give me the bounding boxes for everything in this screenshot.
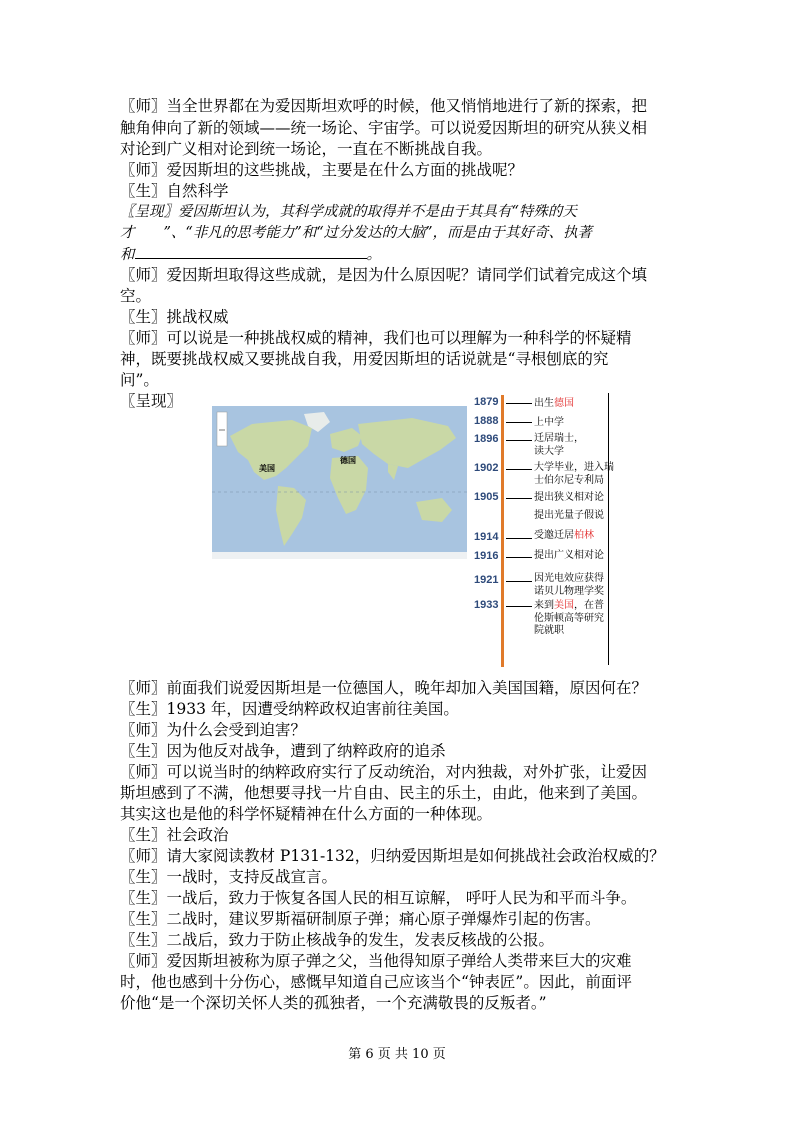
map-label-de: 德国 xyxy=(340,456,356,465)
timeline-event: 上中学 xyxy=(534,417,564,428)
timeline-event: 迁居瑞士， 读大学 xyxy=(534,433,584,457)
para-line: 神，既要挑战权威又要挑战自我，用爱因斯坦的话说就是“寻根刨底的究 xyxy=(120,350,609,368)
timeline-tick xyxy=(506,422,532,423)
timeline-event: 大学毕业，进入瑞 士伯尔尼专利局 xyxy=(534,462,614,486)
timeline-tick xyxy=(506,469,532,470)
para-line: 〖生〗1933 年，因遭受纳粹政权迫害前往美国。 xyxy=(120,700,459,718)
timeline-tick xyxy=(506,538,532,539)
para-line: 〖生〗一战后，致力于恢复各国人民的相互谅解， 呼吁人民为和平而斗争。 xyxy=(120,889,637,907)
timeline-right-border xyxy=(608,393,609,665)
para-line: 〖生〗自然科学 xyxy=(120,182,229,200)
para-line: 〖师〗爱因斯坦取得这些成就，是因为什么原因呢？请同学们试着完成这个填 xyxy=(120,266,648,284)
para-line: 〖师〗当全世界都在为爱因斯坦欢呼的时候，他又悄悄地进行了新的探索，把 xyxy=(120,97,648,115)
timeline-event: 提出狭义相对论 xyxy=(534,492,604,503)
para-line: 〖师〗爱因斯坦的这些挑战，主要是在什么方面的挑战呢？ xyxy=(120,161,524,179)
para-line: 〖师〗为什么会受到迫害？ xyxy=(120,721,307,739)
year-label: 1921 xyxy=(474,574,499,586)
timeline-tick xyxy=(506,557,532,558)
year-label: 1879 xyxy=(474,396,499,408)
quote-line: 才 ”、“非凡的思考能力”和“过分发达的大脑”，而是由于其好奇、执著 xyxy=(120,225,593,241)
para-line: 时，他也感到十分伤心，感慨早知道自己应该当个“钟表匠”。因此，前面评 xyxy=(120,973,632,991)
para-line: 〖师〗爱因斯坦被称为原子弹之父，当他得知原子弹给人类带来巨大的灾难 xyxy=(120,952,632,970)
timeline-event: 出生德国 xyxy=(534,398,574,409)
timeline-event: 提出光量子假说 xyxy=(534,510,604,521)
para-line: 〖生〗一战时，支持反战宣言。 xyxy=(120,868,338,886)
para-line: 〖师〗请大家阅读教材 P131-132，归纳爱因斯坦是如何挑战社会政治权威的？ xyxy=(120,847,665,865)
para-line: 〖师〗可以说是一种挑战权威的精神，我们也可以理解为一种科学的怀疑精 xyxy=(120,329,632,347)
timeline-tick xyxy=(506,606,532,607)
para-line: 斯坦感到了不满，他想要寻找一片自由、民主的乐土，由此，他来到了美国。 xyxy=(120,784,648,802)
para-line: 〖生〗二战后，致力于防止核战争的发生，发表反核战的公报。 xyxy=(120,931,555,949)
timeline-tick xyxy=(506,498,532,499)
timeline-tick xyxy=(506,581,532,582)
page-footer: 第 6 页 共 10 页 xyxy=(348,1047,446,1062)
para-line: 空。 xyxy=(120,287,152,305)
timeline-tick xyxy=(506,403,532,404)
para-line: 〖生〗因为他反对战争，遭到了纳粹政府的追杀 xyxy=(120,742,446,760)
timeline-event: 受邀迁居柏林 xyxy=(534,530,594,541)
para-line: 〖师〗可以说当时的纳粹政府实行了反动统治，对内独裁，对外扩张，让爱因 xyxy=(120,763,648,781)
quote-suffix: 。 xyxy=(366,247,381,263)
timeline-event: 提出广义相对论 xyxy=(534,550,604,561)
para-line: 〖生〗挑战权威 xyxy=(120,308,229,326)
timeline-axis xyxy=(501,395,504,667)
timeline-tick xyxy=(506,440,532,441)
timeline-event: 来到美国，在普 伦斯顿高等研究 院就职 xyxy=(534,600,604,636)
year-label: 1896 xyxy=(474,433,499,445)
year-label: 1914 xyxy=(474,531,499,543)
para-line: 〖呈现〗 xyxy=(120,392,183,410)
para-line: 对论到广义相对论到统一场论，一直在不断挑战自我。 xyxy=(120,140,493,158)
year-label: 1905 xyxy=(474,491,499,503)
year-label: 1916 xyxy=(474,550,499,562)
para-line: 〖生〗社会政治 xyxy=(120,826,229,844)
para-line: 〖生〗二战时，建议罗斯福研制原子弹；痛心原子弹爆炸引起的伤害。 xyxy=(120,910,601,928)
year-label: 1902 xyxy=(474,462,499,474)
year-label: 1888 xyxy=(474,415,499,427)
para-line: 触角伸向了新的领域——统一场论、宇宙学。可以说爱因斯坦的研究从狭义相 xyxy=(120,119,648,137)
quote-prefix: 和 xyxy=(120,247,135,263)
para-line: 〖师〗前面我们说爱因斯坦是一位德国人，晚年却加入美国国籍，原因何在？ xyxy=(120,679,648,697)
map-label-us: 美国 xyxy=(259,464,275,473)
quote-line: 〖呈现〗爱因斯坦认为，其科学成就的取得并不是由于其具有“特殊的天 xyxy=(120,204,577,220)
para-line: 问”。 xyxy=(120,371,159,389)
timeline-event: 因光电效应获得 诺贝儿物理学奖 xyxy=(534,573,604,597)
para-line: 其实这也是他的科学怀疑精神在什么方面的一种体现。 xyxy=(120,805,493,823)
world-map xyxy=(212,406,467,559)
world-map-graphic xyxy=(212,406,467,559)
year-label: 1933 xyxy=(474,599,499,611)
para-line: 价他“是一个深切关怀人类的孤独者，一个充满敬畏的反叛者。” xyxy=(120,994,547,1012)
einstein-timeline xyxy=(470,393,618,668)
quote-line-fill xyxy=(120,244,680,266)
fill-blank xyxy=(135,244,367,259)
